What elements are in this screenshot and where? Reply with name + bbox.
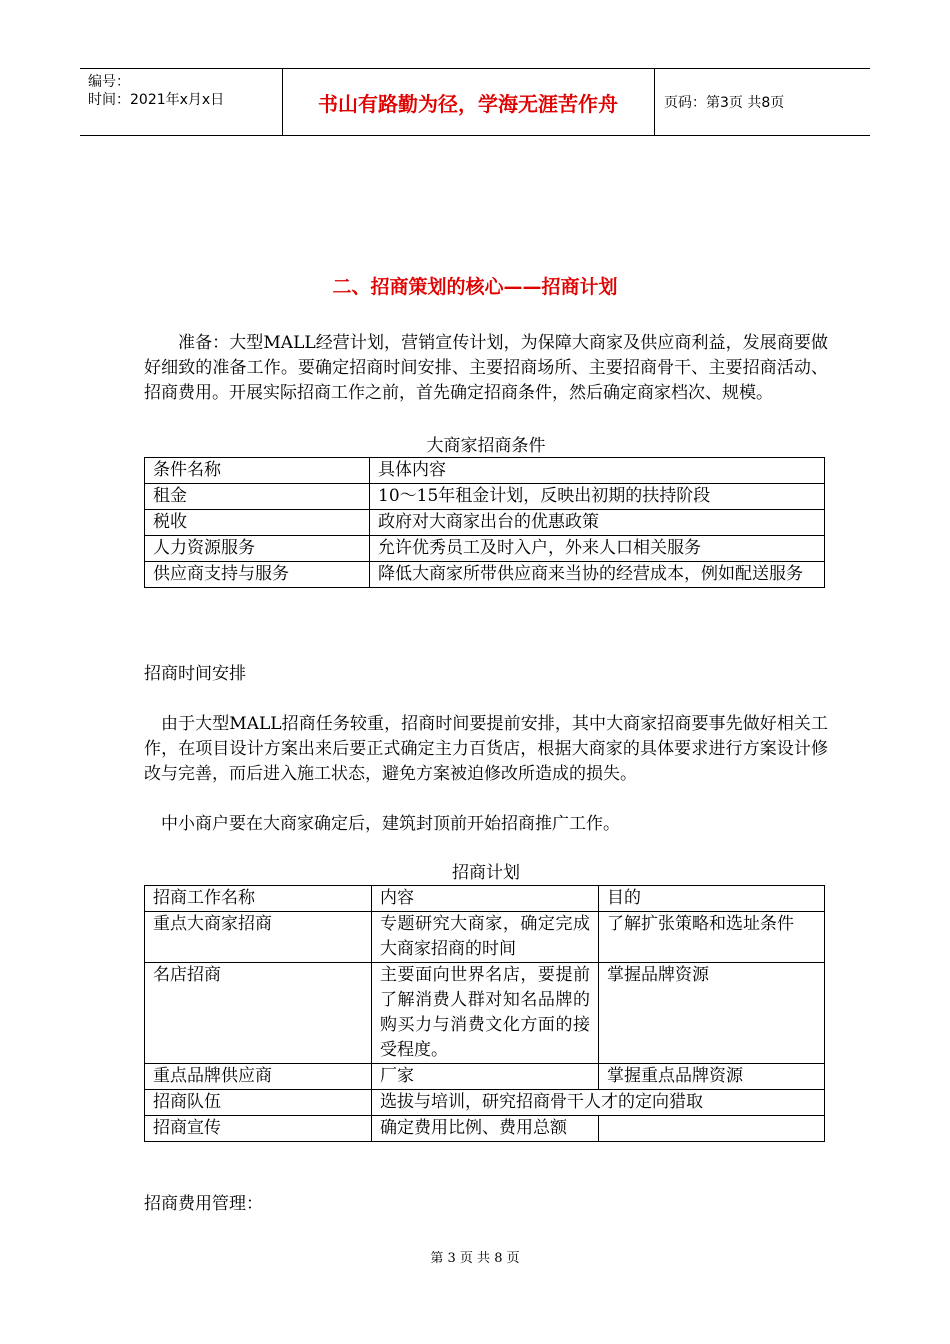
schedule-paragraph: 中小商户要在大商家确定后，建筑封顶前开始招商推广工作。 [161, 814, 620, 834]
table-row [145, 510, 825, 536]
table-row [145, 1064, 825, 1090]
table-row [145, 1116, 825, 1142]
table-cell: 政府对大商家出台的优惠政策 [370, 510, 825, 536]
header-motto: 书山有路勤为径，学海无涯苦作舟 [318, 91, 618, 116]
table-header-cell: 条件名称 [145, 458, 370, 484]
table-cell: 主要面向世界名店，要提前了解消费人群对知名品牌的购买力与消费文化方面的接受程度。 [372, 963, 599, 1064]
schedule-paragraph: 由于大型MALL招商任务较重，招商时间要提前安排，其中大商家招商要事先做好相关工作，在项目设计方案出来后要正式确定主力百货店，根据大商家的具体要求进行方案设计修改与完善，而后进入施工状态，避免方案被迫修改所造成的损失。 [144, 714, 828, 784]
recruitment-plan-table [144, 885, 825, 1142]
table-cell: 了解扩张策略和选址条件 [599, 912, 825, 963]
table-cell: 10～15年租金计划，反映出初期的扶持阶段 [370, 484, 825, 510]
table-row [145, 963, 825, 1064]
table-cell: 税收 [145, 510, 370, 536]
table-cell: 重点品牌供应商 [145, 1064, 372, 1090]
table-cell: 允许优秀员工及时入户，外来人口相关服务 [370, 536, 825, 562]
document-header [80, 68, 870, 136]
cost-heading: 招商费用管理： [144, 1194, 263, 1214]
header-page-number: 页码：第3页 共8页 [664, 95, 785, 111]
table-header-cell: 目的 [599, 886, 825, 912]
table-cell [599, 1116, 825, 1142]
table-cell: 选拔与培训，研究招商骨干人才的定向猎取 [372, 1090, 825, 1116]
table-row [145, 536, 825, 562]
table-header-cell: 招商工作名称 [145, 886, 372, 912]
table-header-cell: 内容 [372, 886, 599, 912]
header-divider [654, 69, 655, 135]
table-cell: 掌握品牌资源 [599, 963, 825, 1064]
table-cell: 专题研究大商家，确定完成大商家招商的时间 [372, 912, 599, 963]
table-cell: 确定费用比例、费用总额 [372, 1116, 599, 1142]
table-header-row [145, 886, 825, 912]
table1-caption: 大商家招商条件 [426, 436, 546, 456]
table2-caption: 招商计划 [452, 863, 520, 883]
table-row [145, 1090, 825, 1116]
table-cell: 招商宣传 [145, 1116, 372, 1142]
header-number: 编号： [88, 74, 130, 90]
header-info [88, 73, 283, 109]
table-cell: 重点大商家招商 [145, 912, 372, 963]
table-cell: 招商队伍 [145, 1090, 372, 1116]
table-cell: 人力资源服务 [145, 536, 370, 562]
table-header-cell: 具体内容 [370, 458, 825, 484]
table-cell: 名店招商 [145, 963, 372, 1064]
table-cell: 降低大商家所带供应商来当协的经营成本，例如配送服务 [370, 562, 825, 588]
table-cell: 掌握重点品牌资源 [599, 1064, 825, 1090]
section-title: 二、招商策划的核心——招商计划 [332, 276, 618, 298]
intro-paragraph: 准备：大型MALL经营计划，营销宣传计划，为保障大商家及供应商利益，发展商要做好细致的准备工作。要确定招商时间安排、主要招商场所、主要招商骨干、主要招商活动、招商费用。开展实际招商工作之前，首先确定招商条件，然后确定商家档次、规模。 [144, 333, 828, 403]
page-footer: 第 3 页 共 8 页 [430, 1251, 520, 1266]
table-header-row [145, 458, 825, 484]
table-row [145, 484, 825, 510]
merchant-conditions-table [144, 457, 825, 588]
header-time: 时间：2021年x月x日 [88, 92, 225, 108]
table-row [145, 562, 825, 588]
table-cell: 租金 [145, 484, 370, 510]
schedule-heading: 招商时间安排 [144, 664, 246, 684]
table-cell: 厂家 [372, 1064, 599, 1090]
table-row [145, 912, 825, 963]
table-cell: 供应商支持与服务 [145, 562, 370, 588]
